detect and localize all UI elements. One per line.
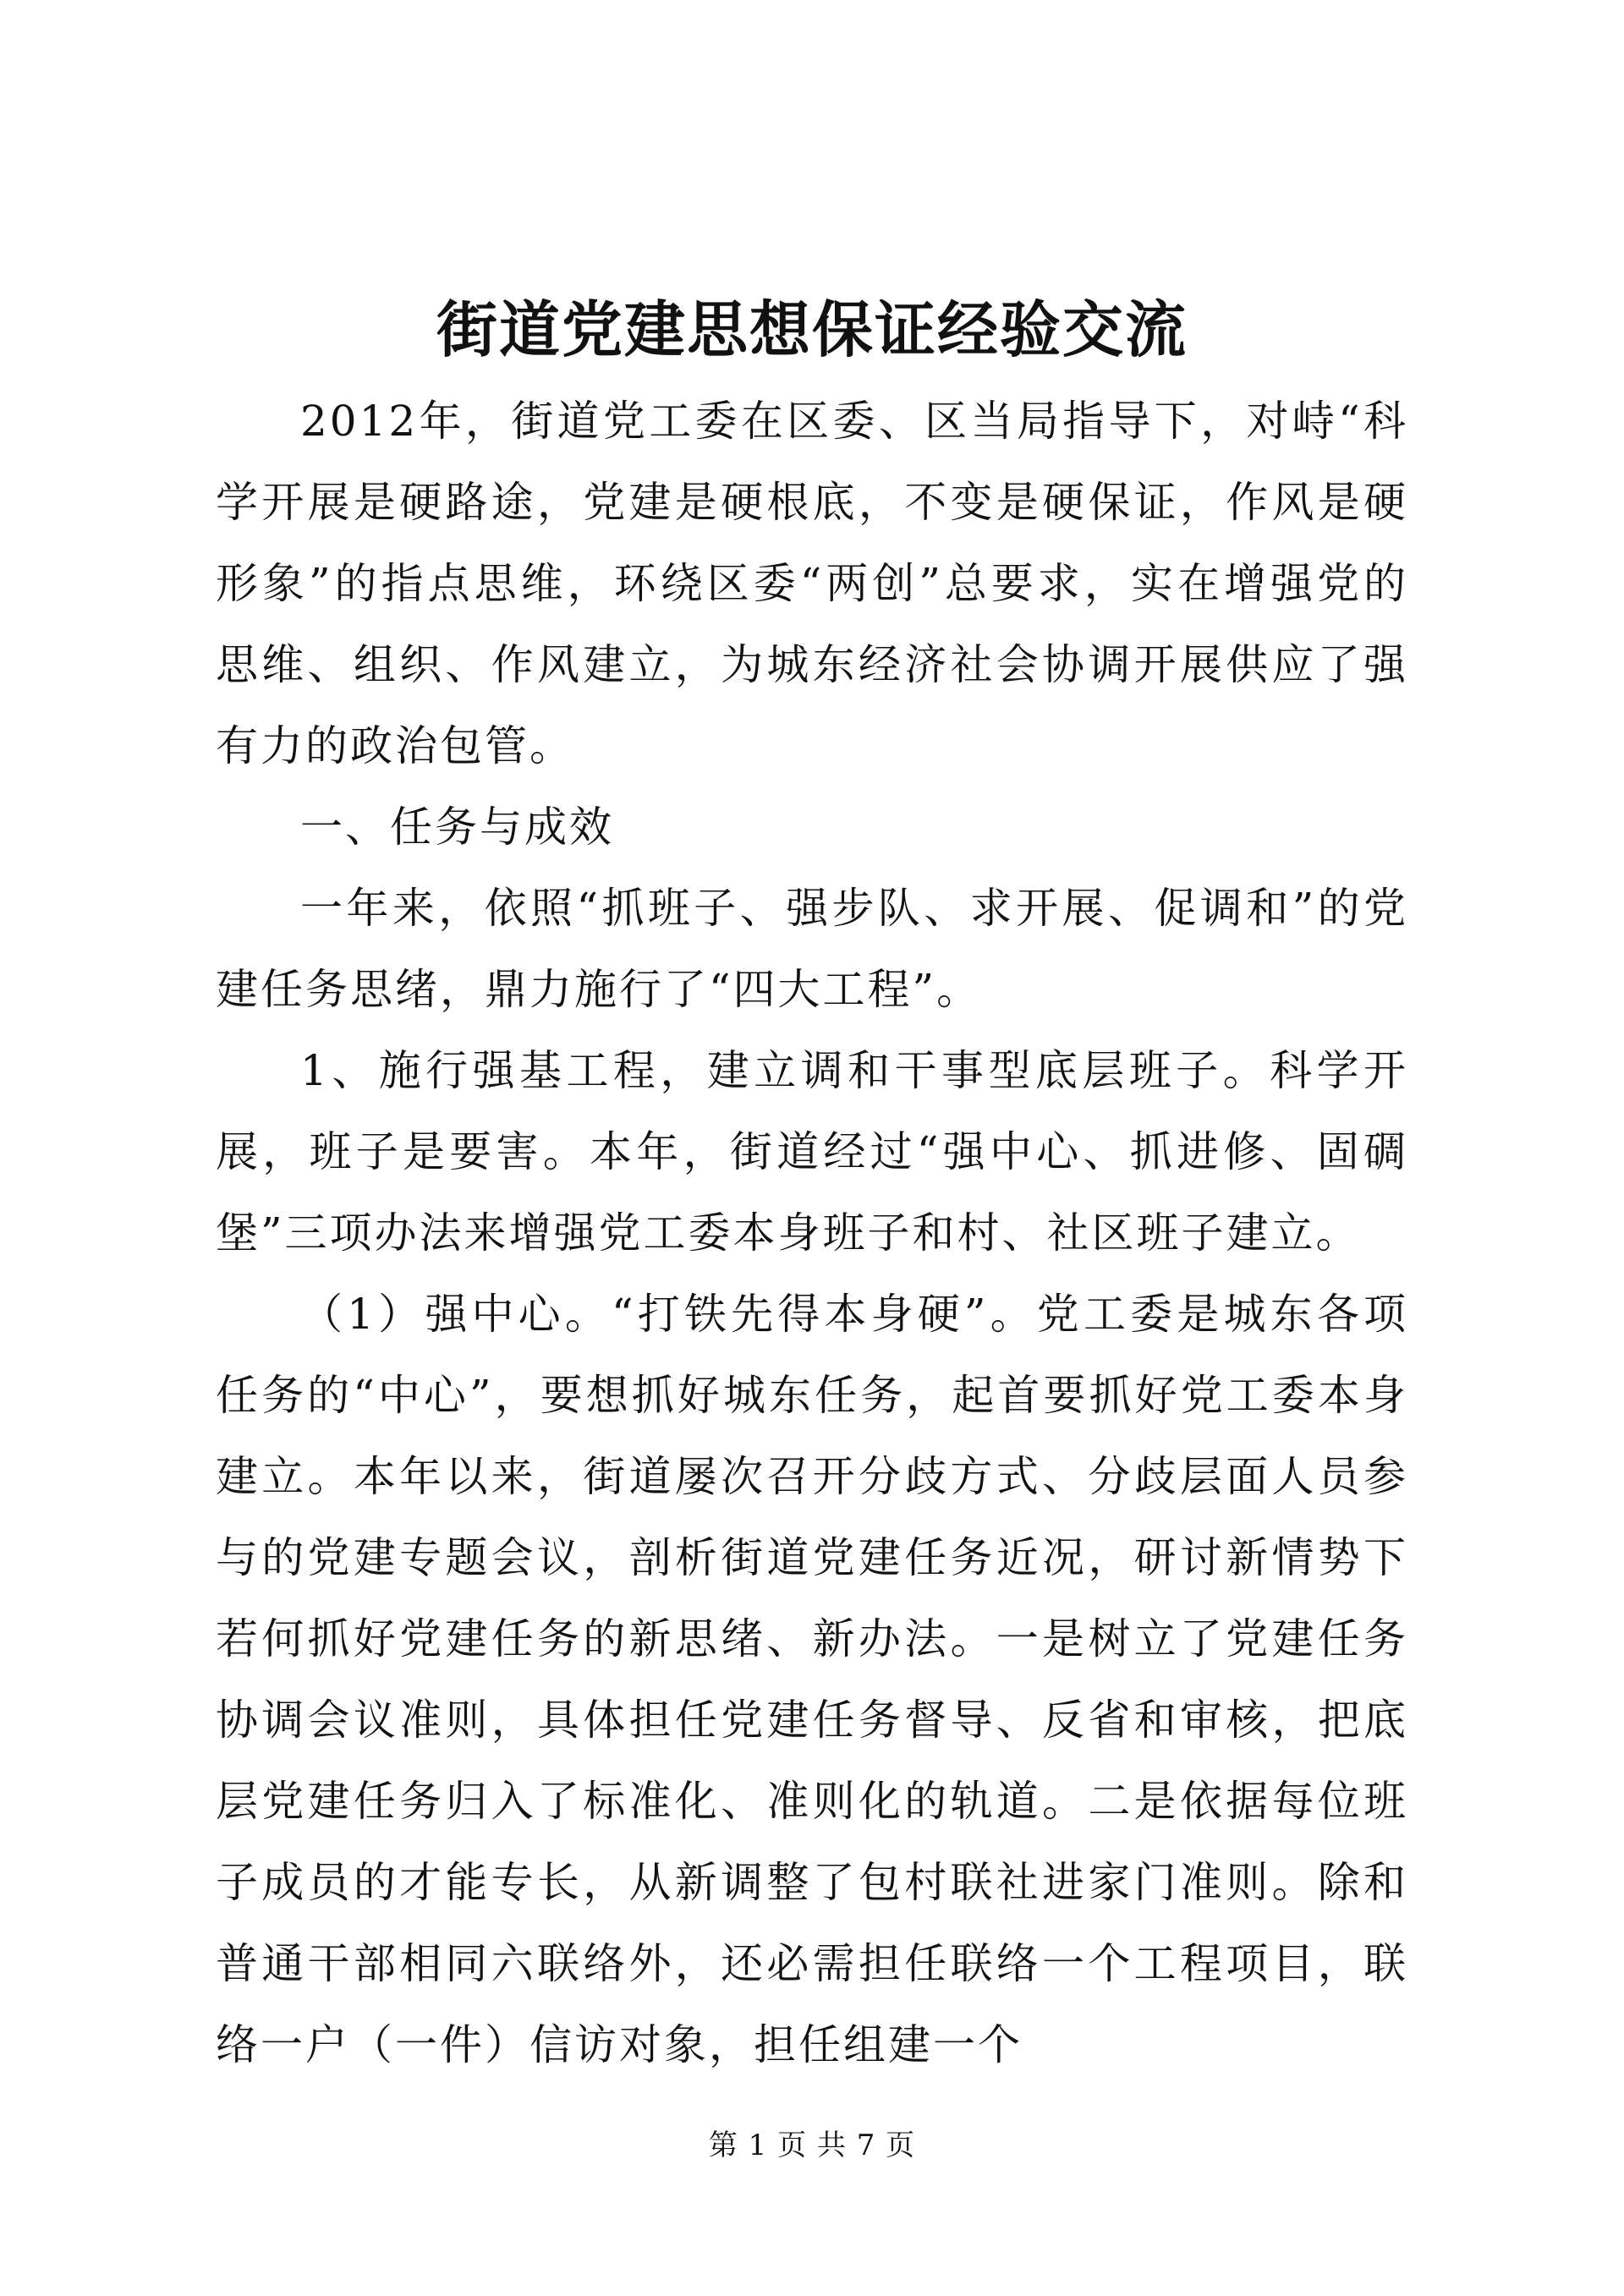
paragraph-intro: 2012年，街道党工委在区委、区当局指导下，对峙“科学开展是硬路途，党建是硬根底，不变是硬保证，作风是硬形象”的指点思维，环绕区委“两创”总要求，实在增强党的思维、组织、作风建立，为城东经济社会协调开展供应了强有力的政治包管。 bbox=[216, 397, 1408, 770]
document-title: 街道党建思想保证经验交流 bbox=[436, 293, 1188, 365]
page-number-footer: 第 1 页 共 7 页 bbox=[708, 2129, 916, 2162]
paragraph-overview: 一年来，依照“抓班子、强步队、求开展、促调和”的党建任务思绪，鼎力施行了“四大工程”。 bbox=[216, 884, 1408, 1014]
paragraph-item-1: 1、施行强基工程，建立调和干事型底层班子。科学开展，班子是要害。本年，街道经过“强中心、抓进修、固碉堡”三项办法来增强党工委本身班子和村、社区班子建立。 bbox=[216, 1046, 1408, 1258]
paragraph-subitem-1: （1）强中心。“打铁先得本身硬”。党工委是城东各项任务的“中心”，要想抓好城东任务，起首要抓好党工委本身建立。本年以来，街道屡次召开分歧方式、分歧层面人员参与的党建专题会议，剖析街道党建任务近况，研讨新情势下若何抓好党建任务的新思绪、新办法。一是树立了党建任务协调会议准则，具体担任党建任务督导、反省和审核，把底层党建任务归入了标准化、准则化的轨道。二是依据每位班子成员的才能专长，从新调整了包村联社进家门准则。除和普通干部相同六联络外，还必需担任联络一个工程项目，联络一户（一件）信访对象，担任组建一个 bbox=[216, 1290, 1408, 2069]
document-body bbox=[216, 381, 1408, 2085]
section-heading: 一、任务与成效 bbox=[300, 803, 614, 852]
